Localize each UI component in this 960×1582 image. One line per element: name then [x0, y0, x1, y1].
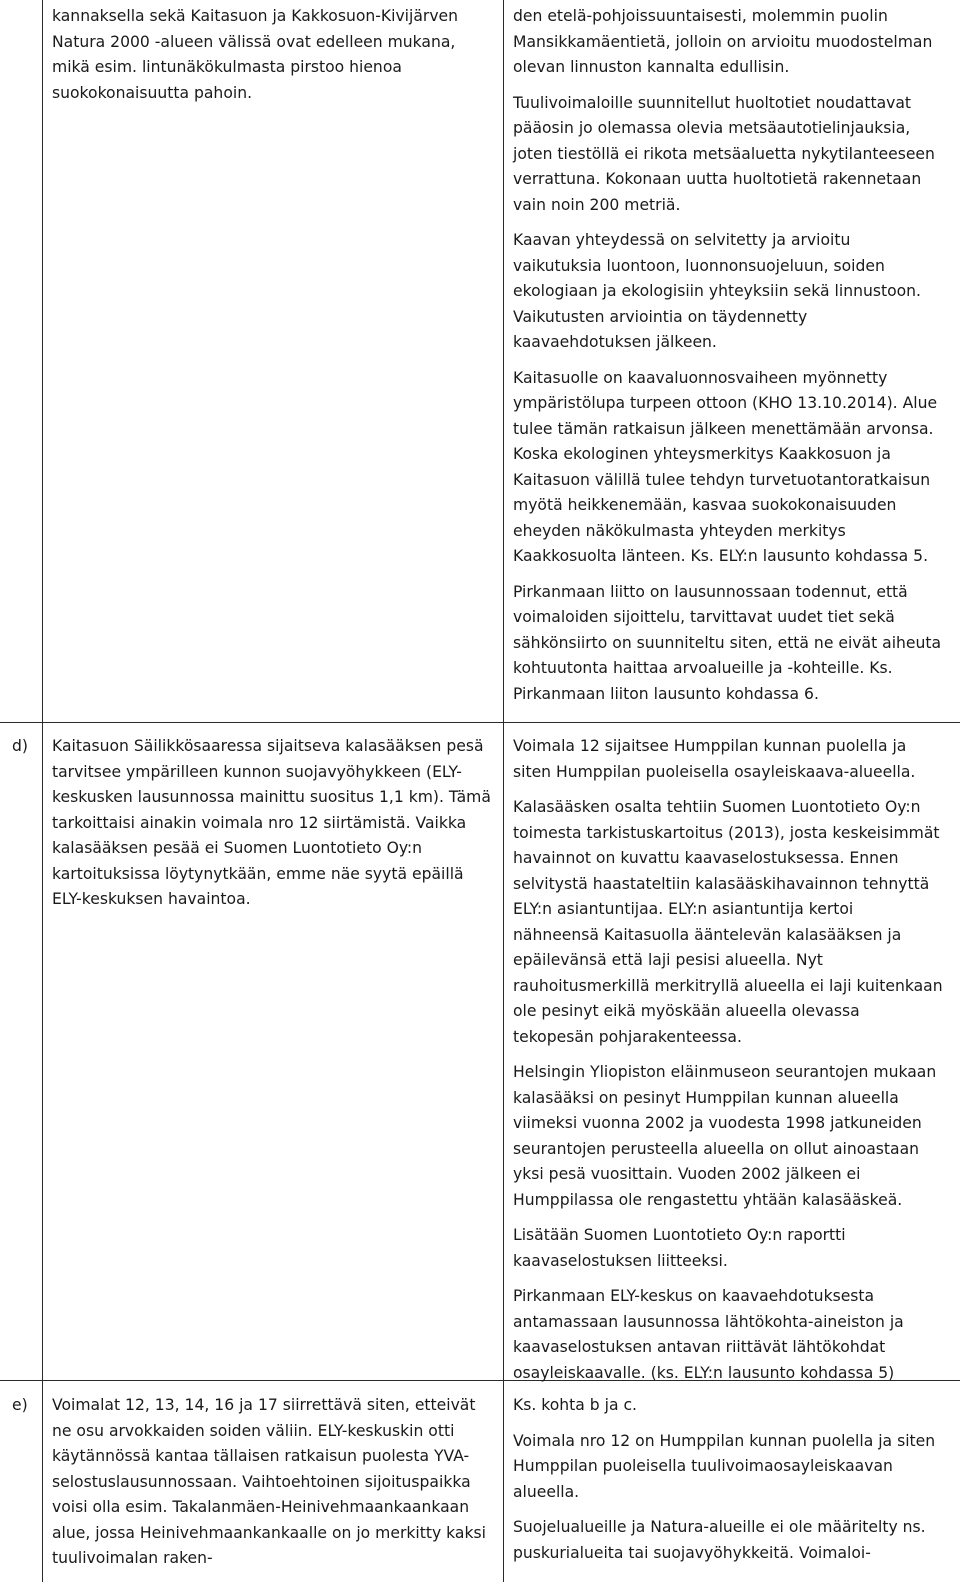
row-e-response [513, 1393, 943, 1576]
response-paragraph: Kalasääsken osalta tehtiin Suomen Luontotieto Oy:n toimesta tarkistuskartoitus (2013), josta keskeisimmät havainnot on kuvattu kaavaselostuksessa. Ennen selvitystä haastateltiin kalasääskihavainnon tehnyttä ELY:n asiantuntijaa. ELY:n asiantuntija kertoi nähneensä Kaitasuolla ääntelevän kalasääksen ja epäilevänsä että laji pesisi alueella. Nyt rauhoitusmerkillä merkitryllä alueella ei laji kuitenkaan ole pesinyt eikä myöskään alueella olevassa tekopesän pohjarakenteessa. [513, 798, 943, 1046]
row-d-statement [52, 734, 492, 923]
row-label-e: e) [12, 1396, 28, 1414]
response-paragraph: Helsingin Yliopiston eläinmuseon seurantojen mukaan kalasääksi on pesinyt Humppilan kunnan alueella viimeksi vuonna 2002 ja vuodesta 1998 jatkuneiden seurantojen perusteella alueella on ollut ainoastaan yksi pesä vuosittain. Vuoden 2002 jälkeen ei Humppilassa ole rengastettu yhtään kalasääskeä. [513, 1063, 937, 1209]
response-paragraph: Tuulivoimaloille suunnitellut huoltotiet noudattavat pääosin jo olemassa olevia metsäautotielinjauksia, joten tiestöllä ei rikota metsäaluetta nykytilanteeseen verrattuna. Kokonaan uutta huoltotietä rakennetaan vain noin 200 metriä. [513, 93, 935, 214]
response-paragraph: Ks. kohta b ja c. [513, 1396, 638, 1414]
response-paragraph: Suojelualueille ja Natura-alueille ei ole määritelty ns. puskurialueita tai suojavyöhykkeitä. Voimaloi- [513, 1518, 926, 1562]
response-paragraph: Pirkanmaan liitto on lausunnossaan todennut, että voimaloiden sijoittelu, tarvittavat uudet tiet sekä sähkönsiirto on suunniteltu siten, että ne eivät aiheuta kohtuutonta haittaa arvoalueille ja -kohteille. Ks. Pirkanmaan liiton lausunto kohdassa 6. [513, 582, 942, 703]
response-paragraph: den etelä-pohjoissuuntaisesti, molemmin puolin Mansikkamäentietä, jolloin on arvioitu muodostelman olevan linnuston kannalta edullisin. [513, 7, 933, 76]
row1-response [513, 4, 943, 717]
row-divider-d [0, 722, 960, 723]
response-paragraph: Voimala 12 sijaitsee Humppilan kunnan puolella ja siten Humppilan puoleisella osayleiskaava-alueella. [513, 737, 916, 781]
response-paragraph: Lisätään Suomen Luontotieto Oy:n raportti kaavaselostuksen liitteeksi. [513, 1226, 846, 1270]
row-label-d: d) [12, 737, 28, 755]
column-divider-middle [503, 0, 504, 1582]
response-paragraph: Pirkanmaan ELY-keskus on kaavaehdotuksesta antamassaan lausunnossa lähtökohta-aineiston ja kaavaselostuksen antavan riittävät lähtökohdat osayleiskaavalle. (ks. ELY:n lausunto kohdassa 5) [513, 1287, 904, 1382]
statement-paragraph: kannaksella sekä Kaitasuon ja Kakkosuon-Kivijärven Natura 2000 -alueen välissä ovat edelleen mukana, mikä esim. lintunäkökulmasta pirstoo hienoa suokokonaisuutta pahoin. [52, 7, 459, 102]
row-d-response [513, 734, 943, 1396]
statement-paragraph: Voimalat 12, 13, 14, 16 ja 17 siirrettävä siten, etteivät ne osu arvokkaiden soiden väliin. ELY-keskuskin otti käytännössä kantaa tällaisen ratkaisun puolesta YVA-selostuslausunnossaan. Vaihtoehtoinen sijoituspaikka voisi olla esim. Takalanmäen-Heinivehmaankaankaan alue, jossa Heinivehmaankankaalle on jo merkitty kaksi tuulivoimalan raken- [52, 1396, 486, 1567]
row1-statement [52, 4, 492, 116]
column-divider-label [42, 0, 43, 1582]
response-paragraph: Kaitasuolle on kaavaluonnosvaiheen myönnetty ympäristölupa turpeen ottoon (KHO 13.10.2014). Alue tulee tämän ratkaisun jälkeen menettämään arvonsa. Koska ekologinen yhteysmerkitys Kaakkosuon ja Kaitasuon välillä tulee tehdyn turvetuotantoratkaisun myötä heikkenemään, kasvaa suokokonaisuuden eheyden näkökulmasta yhteyden merkitys Kaakkosuolta länteen. Ks. ELY:n lausunto kohdassa 5. [513, 368, 938, 565]
statement-paragraph: Kaitasuon Säilikkösaaressa sijaitseva kalasääksen pesä tarvitsee ympärilleen kunnon suojavyöhykkeen (ELY-keskusken lausunnossa mainittu suositus 1,1 km). Tämä tarkoittaisi ainakin voimala nro 12 siirtämistä. Vaikka kalasääksen pesää ei Suomen Luontotieto Oy:n kartoituksissa löytynytkään, emme näe syytä epäillä ELY-keskuksen havaintoa. [52, 737, 491, 908]
response-paragraph: Voimala nro 12 on Humppilan kunnan puolella ja siten Humppilan puoleisella tuulivoimaosayleiskaavan alueella. [513, 1431, 936, 1501]
row-e-statement [52, 1393, 492, 1582]
response-paragraph: Kaavan yhteydessä on selvitetty ja arvioitu vaikutuksia luontoon, luonnonsuojeluun, soiden ekologiaan ja ekologisiin yhteyksiin sekä linnustoon. Vaikutusten arviointia on täydennetty kaavaehdotuksen jälkeen. [513, 231, 922, 351]
